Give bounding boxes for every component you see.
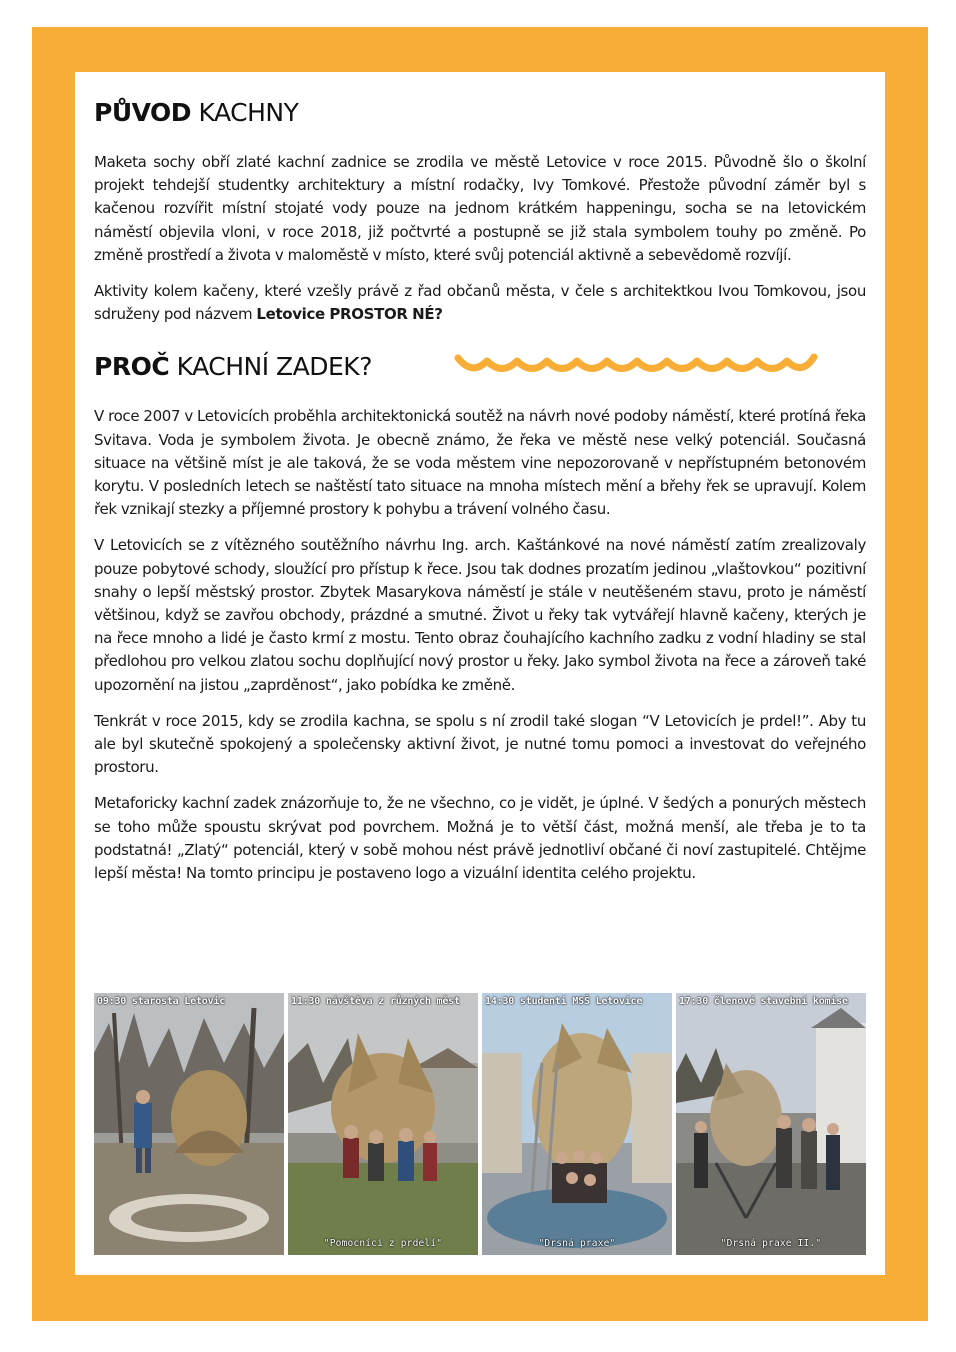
photo-caption-top: 17:30 členové stavební komise bbox=[679, 996, 848, 1007]
paragraph-text: Aktivity kolem kačeny, které vzešly právě z řad občanů města, v čele s architektkou Ivou Tomkovou, jsou sdruženy pod názvem bbox=[94, 282, 866, 324]
photo-caption-top: 09:30 starosta Letovic bbox=[97, 996, 226, 1007]
photo-committee bbox=[676, 993, 866, 1255]
project-name: Letovice PROSTOR NÉ? bbox=[256, 305, 443, 324]
photo-caption-bottom: "Drsná praxe II." bbox=[720, 1238, 822, 1249]
paragraph: Metaforicky kachní zadek znázorňuje to, že ne všechno, co je vidět, je úplné. V šedých a ponurých městech se toho může spoustu skrývat pod povrchem. Možná je to větší část, možná menší, ale třeba je to ta podstatná! „Zlatý“ potenciál, který v sobě mohou nést právě jednotliví občané či noví zastupitelé. Chtějme lepší města! Na tomto principu je postaveno logo a vizuální identita celého projektu. bbox=[94, 794, 866, 883]
photo-caption-bottom: "Drsná praxe" bbox=[538, 1238, 616, 1249]
photo-caption-top: 11:30 návštěva z různých měst bbox=[291, 996, 460, 1007]
photo-mayor bbox=[94, 993, 284, 1255]
paragraph: V roce 2007 v Letovicích proběhla architektonická soutěž na návrh nové podoby náměstí, které protíná řeka Svitava. Voda je symbolem života. Je obecně známo, že řeka ve městě nese velký potenciál. Současná situace na většině míst je ale taková, že se voda městem vine nepozorovaně v nepřístupném betonovém korytu. V posledních letech se naštěstí tato situace na mnoha místech mění a břehy řek se upravují. Kolem řek vznikají stezky a příjemné prostory k pohybu a trávení volného času. bbox=[94, 407, 866, 519]
heading-rest-part: KACHNÍ ZADEK? bbox=[169, 352, 372, 382]
photo-image bbox=[482, 993, 672, 1255]
photo-image bbox=[94, 993, 284, 1255]
heading-bold-part: PŮVOD bbox=[94, 98, 192, 127]
photo-image bbox=[288, 993, 478, 1255]
paragraph: Tenkrát v roce 2015, kdy se zrodila kachna, se spolu s ní zrodil také slogan “V Letovicích je prdel!”. Aby tu ale byl skutečně spokojený a společensky aktivní život, je nutné tomu pomoci a investovat do veřejného prostoru. bbox=[94, 711, 866, 777]
paragraph: Maketa sochy obří zlaté kachní zadnice se zrodila ve městě Letovice v roce 2015. Původně šlo o školní projekt tehdejší studentky architektury a místní rodačky, Ivy Tomkové. Přestože původní záměr byl s kačenou rozvířit místní stojaté vody pouze na jednom krátkém happeningu, socha se na letovickém náměstí objevila vloni, v roce 2018, již počtvrté a postupně se již stala symbolem touhy po změně. Po změně prostředí a života v maloměstě v místo, které svůj potenciál aktivně a sebevědomě rozvíjí. bbox=[94, 153, 866, 264]
photo-caption-bottom: "Pomocníci z prdelí" bbox=[323, 1238, 443, 1249]
white-panel bbox=[75, 72, 885, 1275]
heading-puvod-kachny bbox=[94, 98, 866, 128]
heading-rest-part: KACHNY bbox=[191, 98, 299, 127]
text-content bbox=[94, 98, 866, 885]
photo-strip bbox=[94, 993, 866, 1255]
photo-caption-top: 14:30 studenti MSŠ Letovice bbox=[485, 996, 643, 1007]
paragraph: V Letovicích se z vítězného soutěžního návrhu Ing. arch. Kaštánkové na nové náměstí zatím zrealizovaly pouze pobytové schody, sloužící pro přístup k řece. Jsou tak dodnes prozatím jedinou „vlaštovkou“ pozitivní snahy o lepší městský prostor. Zbytek Masarykova náměstí je stále v neutěšeném stavu, proto je náměstí většinou, když se zavřou obchody, prázdné a smutné. Život u řeky tak vytvářejí hlavně kačeny, kterých je na řece mnoho a lidé je často krmí z mostu. Tento obraz čouhajícího kachního zadku z vodní hladiny se stal předlohou pro velkou zlatou sochu doplňující nový prostor u řeky. Jako symbol života na řece a zároveň také upozornění na jistou „zaprděnost“, jako pobídka ke změně. bbox=[94, 536, 866, 694]
photo-visitors bbox=[288, 993, 478, 1255]
heading-bold-part: PROČ bbox=[94, 352, 170, 382]
wave-decoration-icon bbox=[450, 348, 820, 378]
photo-image bbox=[676, 993, 866, 1255]
paragraph bbox=[94, 280, 866, 326]
heading-row bbox=[94, 352, 866, 382]
photo-students bbox=[482, 993, 672, 1255]
